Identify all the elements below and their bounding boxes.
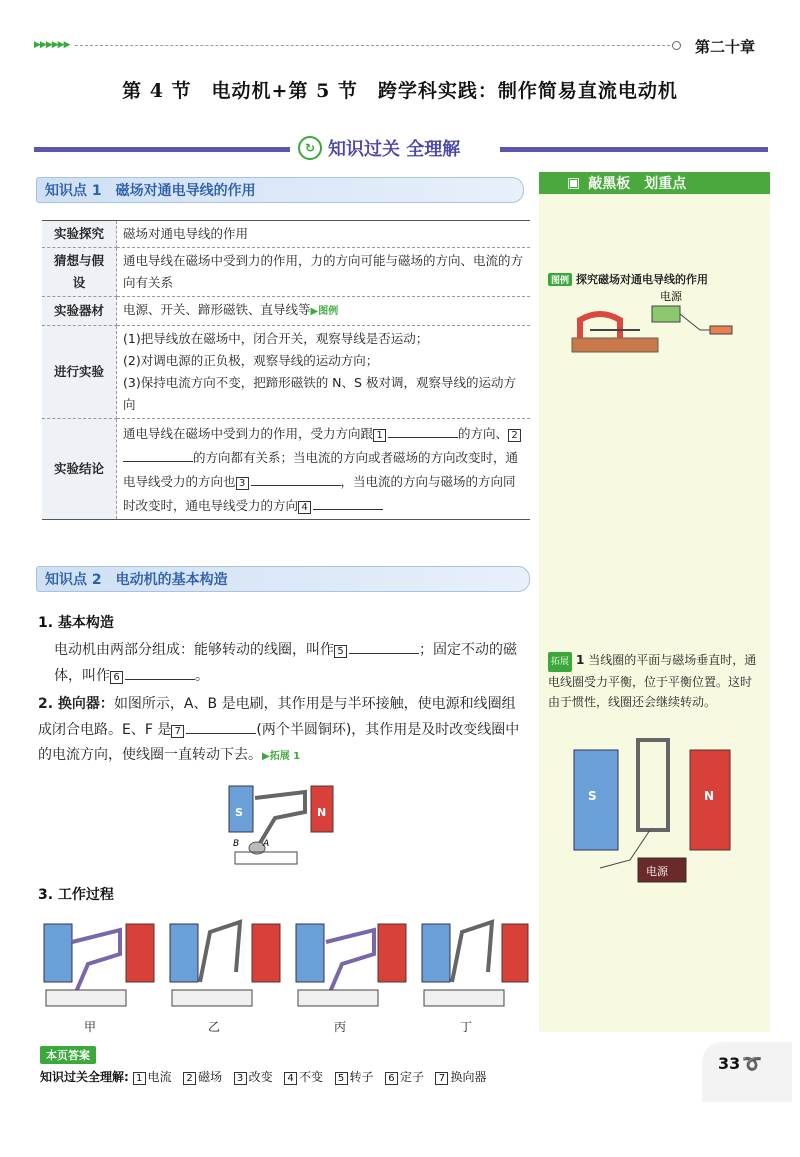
s2-p2: (两个半圆铜环)，其作用是及时改变线圈中的电流方向，使线圈一直转动下去。 xyxy=(38,722,520,763)
blank-number: 5 xyxy=(334,645,347,658)
blank-6[interactable] xyxy=(125,663,195,680)
power-box xyxy=(652,306,680,322)
row-text: 磁场对通电导线的作用 xyxy=(117,221,531,248)
kp2-label: 电动机的基本构造 xyxy=(115,572,228,588)
s1-p1: 电动机由两部分组成：能够转动的线圈，叫作 xyxy=(54,642,334,658)
blank-3[interactable] xyxy=(251,469,341,486)
power-label-2: 电源 xyxy=(646,865,668,878)
power-label: 电源 xyxy=(660,290,682,303)
step-3: (3)保持电流方向不变，把蹄形磁铁的 N、S 极对调，观察导线的运动方向 xyxy=(123,375,516,412)
wood-base xyxy=(572,338,658,352)
row-text xyxy=(117,326,531,419)
blank-number: 1 xyxy=(373,429,386,442)
answer-num: 2 xyxy=(183,1072,196,1085)
blank-number: 3 xyxy=(236,477,249,490)
s1-p3: 。 xyxy=(195,668,209,684)
answer-text: 不变 xyxy=(299,1070,324,1084)
blank-4[interactable] xyxy=(313,493,383,510)
banner-line-left xyxy=(34,147,290,152)
swirl-icon: ➰ xyxy=(742,1053,763,1073)
blank-number: 4 xyxy=(298,501,311,514)
s2-title: 2. 换向器： xyxy=(38,696,114,712)
answers-tag: 本页答案 xyxy=(40,1046,96,1064)
blank-5[interactable] xyxy=(349,637,419,654)
caption-bing: 丙 xyxy=(334,1020,347,1034)
extension-num: 1 xyxy=(576,653,585,667)
sidebar-title: 敲黑板 划重点 xyxy=(588,176,687,192)
row-text xyxy=(117,297,531,326)
page-number xyxy=(708,1050,763,1076)
row-text: 通电导线在磁场中受到力的作用，力的方向可能与磁场的方向、电流的方向有关系 xyxy=(117,248,531,297)
section-banner xyxy=(298,135,498,161)
answer-text: 改变 xyxy=(248,1070,273,1084)
answer-num: 3 xyxy=(234,1072,247,1085)
figure-ref: ▶图例 xyxy=(310,306,339,317)
row-head: 实验结论 xyxy=(42,419,117,520)
commutator-figure xyxy=(225,778,335,868)
banner-title: 知识过关 全理解 xyxy=(328,139,461,160)
s-label: S xyxy=(235,806,243,819)
answer-num: 5 xyxy=(335,1072,348,1085)
row-head: 实验器材 xyxy=(42,297,117,326)
table-row xyxy=(42,248,530,297)
blank-number: 2 xyxy=(508,429,521,442)
blank-2[interactable] xyxy=(123,445,193,462)
label-b: B xyxy=(233,839,240,849)
figure-jia xyxy=(44,924,154,1006)
extension-ref: ▶拓展 1 xyxy=(262,751,301,762)
answers-line xyxy=(40,1068,486,1085)
header-arrows: ▶▶▶▶▶▶ xyxy=(34,40,70,50)
kp1-num: 知识点 1 xyxy=(45,183,102,199)
table-row xyxy=(42,297,530,326)
conclusion-text: 的方向都有关系；当电流的方向或者磁场的方向改变时，通电导线受力的方向也 xyxy=(123,450,519,489)
answer-num: 7 xyxy=(435,1072,448,1085)
u-magnet xyxy=(580,314,620,338)
n-label: N xyxy=(317,806,327,819)
blank-number: 6 xyxy=(110,671,123,684)
coil-figure xyxy=(570,730,750,890)
sidebar-figure-title xyxy=(548,271,708,287)
switch xyxy=(710,326,732,334)
step-1: (1)把导线放在磁场中，闭合开关，观察导线是否运动； xyxy=(123,331,429,346)
kp2-num: 知识点 2 xyxy=(45,572,102,588)
s3-title: 3. 工作过程 xyxy=(38,887,114,903)
table-row xyxy=(42,419,530,520)
page-title: 第 4 节 电动机+第 5 节 跨学科实践：制作简易直流电动机 xyxy=(122,80,678,102)
answer-text: 转子 xyxy=(349,1070,374,1084)
figure-tag: 图例 xyxy=(548,273,572,286)
vertical-coil xyxy=(638,740,668,830)
kp1-label: 磁场对通电导线的作用 xyxy=(115,183,256,199)
table-row xyxy=(42,221,530,248)
row-text xyxy=(117,419,531,520)
conclusion-text: ，当电流的方向与磁场的方向同时改变时，通电导线受力的方向 xyxy=(123,474,516,513)
answer-text: 换向器 xyxy=(450,1070,487,1084)
circuit xyxy=(235,852,297,864)
kp2-header xyxy=(36,566,530,592)
figure-ding xyxy=(422,922,528,1006)
teacher-icon: ▣ xyxy=(567,175,581,191)
s2-p1: 如图所示，A、B 是电刷，其作用是与半环接触，使电源和线圈组成闭合电路。E、F 是 xyxy=(38,696,516,738)
banner-line-right xyxy=(500,147,768,152)
blank-7[interactable] xyxy=(186,717,256,734)
extension-text: 当线圈的平面与磁场垂直时，通电线圈受力平衡，位于平衡位置。这时由于惯性，线圈还会继续转动。 xyxy=(548,653,757,709)
blank-number: 7 xyxy=(171,725,184,738)
header-rule xyxy=(75,45,675,46)
kp1-header xyxy=(36,177,524,203)
refresh-icon: ↻ xyxy=(298,136,322,160)
blank-1[interactable] xyxy=(388,421,458,438)
s1-title: 1. 基本构造 xyxy=(38,615,114,631)
s-text: S xyxy=(588,789,597,803)
answers-lead: 知识过关全理解: xyxy=(40,1070,129,1084)
answer-text: 磁场 xyxy=(198,1070,223,1084)
label-a: A xyxy=(263,839,270,849)
conclusion-text: 的方向、 xyxy=(458,426,509,441)
answer-text: 电流 xyxy=(147,1070,172,1084)
experiment-table xyxy=(42,220,530,520)
extension-tag: 拓展 xyxy=(548,652,572,672)
answer-num: 6 xyxy=(385,1072,398,1085)
n-text: N xyxy=(704,789,715,803)
answer-text: 定子 xyxy=(399,1070,424,1084)
work-process-figures xyxy=(40,912,530,1030)
s2-text xyxy=(38,692,526,769)
table-row xyxy=(42,326,530,419)
row-head: 猜想与假设 xyxy=(42,248,117,297)
step-2: (2)对调电源的正负极，观察导线的运动方向； xyxy=(123,353,379,368)
chapter-label: 第二十章 xyxy=(695,38,756,56)
s1-text xyxy=(54,637,526,689)
figure-bing xyxy=(296,924,406,1006)
header-dot xyxy=(672,41,681,50)
page-number-text: 33 xyxy=(718,1053,741,1073)
caption-jia: 甲 xyxy=(84,1020,97,1034)
row-head: 实验探究 xyxy=(42,221,117,248)
conclusion-text: 通电导线在磁场中受到力的作用，受力方向跟 xyxy=(123,426,374,441)
sidebar-header xyxy=(539,172,770,194)
experiment-figure xyxy=(570,290,740,360)
extension-note xyxy=(548,650,762,712)
answer-num: 4 xyxy=(284,1072,297,1085)
caption-ding: 丁 xyxy=(460,1020,473,1034)
row-head: 进行实验 xyxy=(42,326,117,419)
figure-yi xyxy=(170,922,280,1006)
answer-num: 1 xyxy=(133,1072,146,1085)
s1-p2: ；固定不动的磁体，叫作 xyxy=(54,642,517,684)
caption-yi: 乙 xyxy=(208,1020,221,1034)
materials-text: 电源、开关、蹄形磁铁、直导线等 xyxy=(123,302,311,317)
figure-title-text: 探究磁场对通电导线的作用 xyxy=(576,273,709,286)
